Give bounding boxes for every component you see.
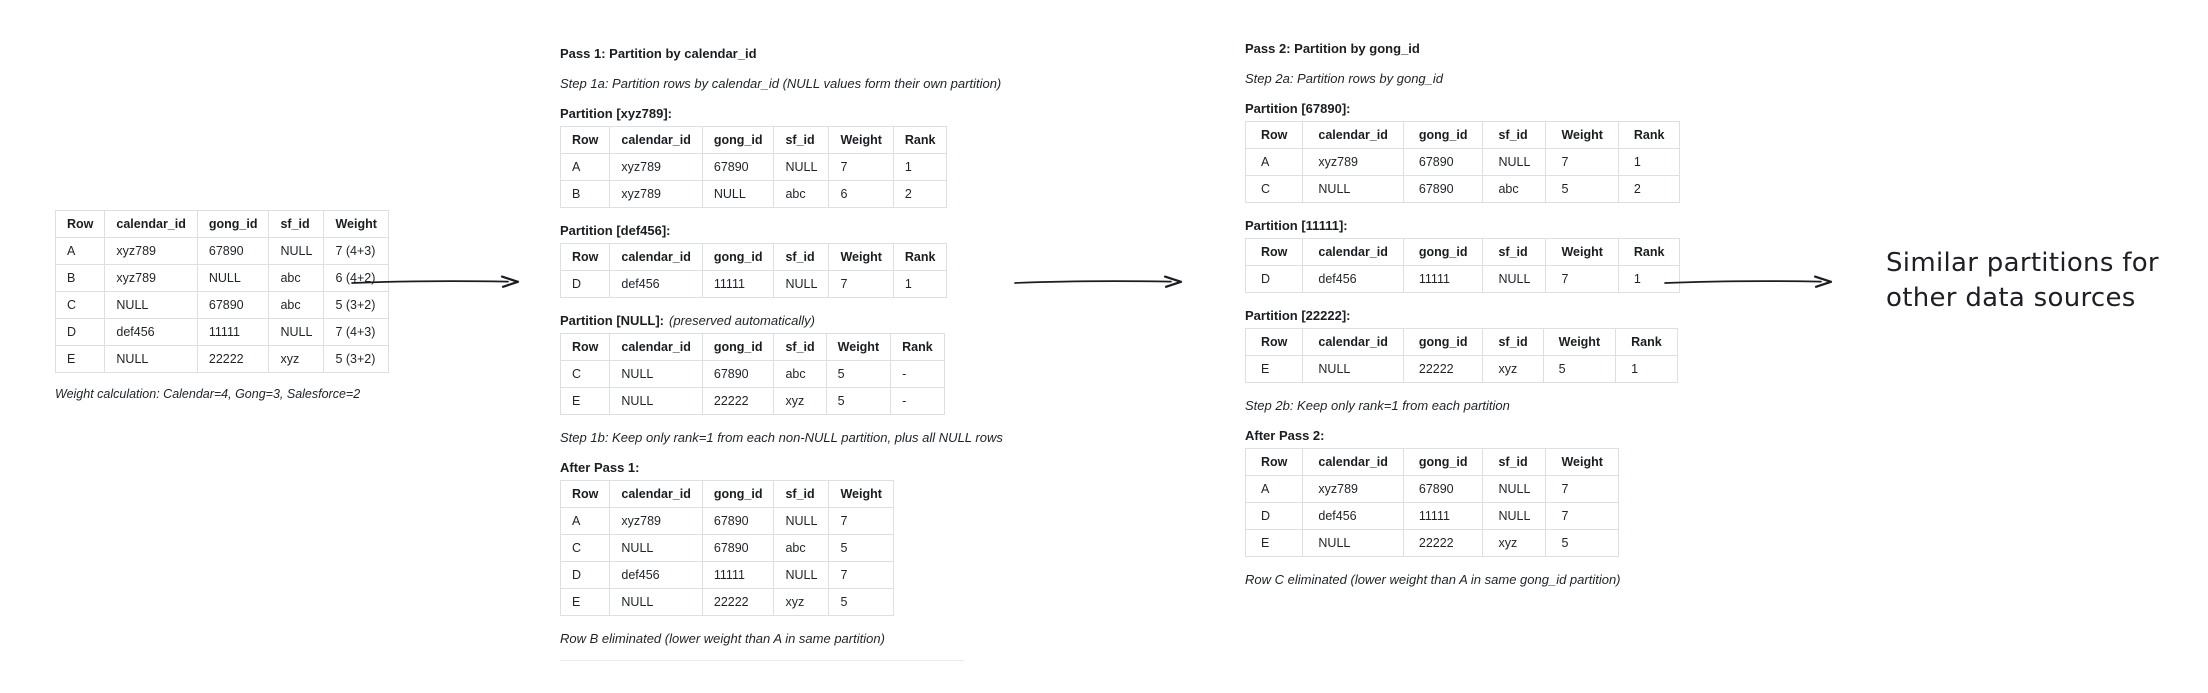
table-cell: def456 [1303, 503, 1403, 530]
table-cell: 67890 [1403, 476, 1483, 503]
flow-arrow-3-right-icon [1663, 273, 1835, 291]
table-cell: xyz [1483, 356, 1543, 383]
table-cell: NULL [774, 154, 829, 181]
table-header-row [56, 211, 389, 238]
table-cell: 67890 [702, 535, 774, 562]
column-header: Row [561, 481, 610, 508]
pass2-after-table [1245, 448, 1619, 557]
pass2-step-b: Step 2b: Keep only rank=1 from each partition [1245, 398, 1510, 413]
table-cell: A [561, 508, 610, 535]
table-cell: D [1246, 266, 1303, 293]
table-cell: NULL [1303, 356, 1403, 383]
handwritten-annotation [1886, 246, 2159, 316]
table-cell: abc [774, 361, 826, 388]
table-cell: 7 [829, 154, 893, 181]
table-cell: 67890 [197, 238, 269, 265]
pass1-partition-null-table [560, 333, 945, 415]
table-row [1246, 266, 1680, 293]
table-row [561, 388, 945, 415]
pass2-partition-22222-table [1245, 328, 1678, 383]
table-cell: 67890 [702, 361, 774, 388]
column-header: calendar_id [610, 127, 702, 154]
table-cell: 7 (4+3) [324, 319, 388, 346]
table-cell: 5 [1546, 176, 1618, 203]
partition-label-text: Partition [NULL]: [560, 313, 664, 328]
column-header: gong_id [1403, 449, 1483, 476]
table-cell: 22222 [1403, 530, 1483, 557]
column-header: gong_id [1403, 329, 1483, 356]
pass2-after-label: After Pass 2: [1245, 428, 1325, 443]
table-cell: 67890 [702, 508, 774, 535]
column-header: Row [1246, 239, 1303, 266]
table-cell: 7 [1546, 149, 1618, 176]
table-cell: - [891, 361, 945, 388]
table-cell: 11111 [1403, 503, 1483, 530]
table-row [1246, 503, 1619, 530]
pass1-partition-def456-label [560, 222, 970, 240]
table-cell: NULL [1483, 149, 1546, 176]
pass1-column [560, 45, 1003, 661]
table-cell: 5 [1546, 530, 1618, 557]
annotation-line-2: other data sources [1886, 283, 2136, 313]
table-cell: NULL [610, 535, 702, 562]
table-cell: abc [1483, 176, 1546, 203]
pass2-partition-11111-table [1245, 238, 1680, 293]
table-cell: 5 [829, 589, 893, 616]
table-cell: 5 [1543, 356, 1615, 383]
partition-label-text: Partition [def456]: [560, 223, 671, 238]
table-cell: NULL [269, 238, 324, 265]
table-cell: NULL [610, 589, 702, 616]
table-cell: 7 [829, 562, 893, 589]
column-header: Row [561, 244, 610, 271]
table-cell: NULL [774, 562, 829, 589]
table-cell: 6 [829, 181, 893, 208]
table-row [561, 535, 894, 562]
column-header: Rank [891, 334, 945, 361]
column-header: Row [1246, 122, 1303, 149]
table-row [56, 292, 389, 319]
table-cell: 67890 [197, 292, 269, 319]
table-cell: 5 (3+2) [324, 346, 388, 373]
partition-label-text: Partition [67890]: [1245, 101, 1351, 116]
table-cell: NULL [269, 319, 324, 346]
table-cell: 1 [893, 154, 947, 181]
table-header-row [561, 481, 894, 508]
column-header: Row [561, 127, 610, 154]
pass2-partition-22222-label [1245, 307, 1645, 325]
table-cell: B [561, 181, 610, 208]
table-cell: E [1246, 356, 1303, 383]
table-cell: 7 [1546, 266, 1618, 293]
column-header: calendar_id [1303, 122, 1403, 149]
pass2-title: Pass 2: Partition by gong_id [1245, 41, 1420, 56]
table-cell: 22222 [702, 589, 774, 616]
table-cell: NULL [1483, 503, 1546, 530]
table-cell: A [561, 154, 610, 181]
pass1-partition-xyz789-label [560, 105, 970, 123]
table-cell: 22222 [1403, 356, 1483, 383]
source-table [55, 210, 389, 373]
table-cell: xyz [774, 589, 829, 616]
pass1-step-b: Step 1b: Keep only rank=1 from each non-NULL partition, plus all NULL rows [560, 430, 1003, 445]
column-header: calendar_id [1303, 449, 1403, 476]
partition-label-text: Partition [11111]: [1245, 218, 1348, 233]
table-row [561, 589, 894, 616]
table-header-row [561, 334, 945, 361]
table-cell: xyz789 [105, 238, 197, 265]
table-cell: xyz [1483, 530, 1546, 557]
table-cell: xyz789 [610, 154, 702, 181]
table-cell: NULL [1303, 530, 1403, 557]
pass1-partition-xyz789-table [560, 126, 947, 208]
table-row [1246, 176, 1680, 203]
pass1-step-a: Step 1a: Partition rows by calendar_id (NULL values form their own partition) [560, 76, 1002, 91]
column-header: Weight [324, 211, 388, 238]
table-cell: NULL [774, 271, 829, 298]
column-header: sf_id [774, 334, 826, 361]
column-header: calendar_id [105, 211, 197, 238]
column-header: Rank [893, 127, 947, 154]
table-cell: 5 [826, 388, 890, 415]
table-cell: NULL [1483, 476, 1546, 503]
table-cell: A [1246, 149, 1303, 176]
table-cell: D [561, 562, 610, 589]
table-cell: 1 [1618, 266, 1680, 293]
table-cell: xyz789 [1303, 149, 1403, 176]
column-header: Weight [1546, 449, 1618, 476]
table-cell: 2 [893, 181, 947, 208]
pass1-footnote: Row B eliminated (lower weight than A in same partition) [560, 631, 885, 646]
table-cell: 1 [1616, 356, 1678, 383]
column-header: calendar_id [610, 481, 702, 508]
column-header: gong_id [197, 211, 269, 238]
column-header: calendar_id [610, 244, 702, 271]
column-header: sf_id [774, 481, 829, 508]
column-header: gong_id [702, 127, 774, 154]
column-header: Row [1246, 329, 1303, 356]
table-cell: D [56, 319, 105, 346]
table-cell: E [561, 388, 610, 415]
section-divider [560, 660, 965, 661]
table-cell: 11111 [197, 319, 269, 346]
table-cell: 2 [1618, 176, 1680, 203]
pass1-after-table [560, 480, 894, 616]
table-cell: 67890 [702, 154, 774, 181]
column-header: Row [561, 334, 610, 361]
table-cell: 6 (4+2) [324, 265, 388, 292]
table-cell: 5 [826, 361, 890, 388]
table-row [561, 154, 947, 181]
column-header: Row [1246, 449, 1303, 476]
column-header: Weight [829, 481, 893, 508]
table-cell: def456 [610, 271, 702, 298]
table-cell: xyz789 [610, 508, 702, 535]
pass1-title: Pass 1: Partition by calendar_id [560, 46, 757, 61]
table-cell: E [561, 589, 610, 616]
table-row [1246, 530, 1619, 557]
pass2-partition-11111-label [1245, 217, 1645, 235]
table-cell: 7 (4+3) [324, 238, 388, 265]
pass2-column [1245, 40, 1665, 601]
table-cell: def456 [1303, 266, 1403, 293]
pass1-after-label: After Pass 1: [560, 460, 640, 475]
column-header: sf_id [1483, 122, 1546, 149]
table-cell: NULL [197, 265, 269, 292]
pass2-step-a: Step 2a: Partition rows by gong_id [1245, 71, 1444, 86]
table-cell: 22222 [702, 388, 774, 415]
table-header-row [561, 127, 947, 154]
column-header: Weight [826, 334, 890, 361]
table-cell: NULL [702, 181, 774, 208]
table-cell: C [561, 361, 610, 388]
table-cell: abc [269, 265, 324, 292]
table-cell: NULL [1483, 266, 1546, 293]
table-cell: 11111 [702, 271, 774, 298]
table-cell: 7 [829, 508, 893, 535]
flow-arrow-2-right-icon [1013, 273, 1185, 291]
column-header: sf_id [1483, 239, 1546, 266]
column-header: calendar_id [610, 334, 702, 361]
annotation-line-1: Similar partitions for [1886, 248, 2159, 278]
table-cell: xyz789 [610, 181, 702, 208]
table-header-row [561, 244, 947, 271]
table-row [56, 238, 389, 265]
table-header-row [1246, 449, 1619, 476]
column-header: gong_id [1403, 122, 1483, 149]
table-cell: xyz [774, 388, 826, 415]
table-cell: 1 [1618, 149, 1680, 176]
table-row [1246, 356, 1678, 383]
table-cell: E [1246, 530, 1303, 557]
table-row [561, 181, 947, 208]
column-header: Weight [1546, 239, 1618, 266]
column-header: Weight [829, 244, 893, 271]
table-cell: 11111 [702, 562, 774, 589]
table-cell: NULL [774, 508, 829, 535]
table-cell: NULL [610, 388, 702, 415]
column-header: sf_id [774, 127, 829, 154]
column-header: sf_id [1483, 449, 1546, 476]
pass1-partition-def456-table [560, 243, 947, 298]
table-cell: xyz [269, 346, 324, 373]
table-cell: 1 [893, 271, 947, 298]
partition-label-text: Partition [22222]: [1245, 308, 1351, 323]
table-cell: A [1246, 476, 1303, 503]
column-header: gong_id [702, 481, 774, 508]
column-header: Rank [1616, 329, 1678, 356]
table-cell: NULL [105, 346, 197, 373]
table-row [561, 361, 945, 388]
column-header: Weight [1543, 329, 1615, 356]
source-table-block [55, 210, 389, 401]
table-cell: xyz789 [105, 265, 197, 292]
table-cell: D [561, 271, 610, 298]
table-cell: 7 [1546, 503, 1618, 530]
column-header: Rank [1618, 122, 1680, 149]
table-header-row [1246, 122, 1680, 149]
column-header: gong_id [1403, 239, 1483, 266]
table-row [1246, 149, 1680, 176]
table-cell: xyz789 [1303, 476, 1403, 503]
table-header-row [1246, 329, 1678, 356]
table-cell: abc [774, 181, 829, 208]
table-cell: C [56, 292, 105, 319]
pass2-partition-67890-label [1245, 100, 1645, 118]
table-cell: NULL [610, 361, 702, 388]
table-row [561, 508, 894, 535]
table-cell: 5 [829, 535, 893, 562]
table-cell: D [1246, 503, 1303, 530]
column-header: Row [56, 211, 105, 238]
table-cell: def456 [610, 562, 702, 589]
column-header: Rank [893, 244, 947, 271]
table-cell: 11111 [1403, 266, 1483, 293]
table-cell: E [56, 346, 105, 373]
table-cell: abc [774, 535, 829, 562]
table-cell: NULL [105, 292, 197, 319]
column-header: gong_id [702, 334, 774, 361]
table-cell: 5 (3+2) [324, 292, 388, 319]
partition-label-text: Partition [xyz789]: [560, 106, 672, 121]
table-cell: NULL [1303, 176, 1403, 203]
column-header: Weight [1546, 122, 1618, 149]
column-header: calendar_id [1303, 329, 1403, 356]
table-row [56, 346, 389, 373]
column-header: Weight [829, 127, 893, 154]
table-row [1246, 476, 1619, 503]
table-row [561, 562, 894, 589]
table-cell: 67890 [1403, 149, 1483, 176]
pass2-partition-67890-table [1245, 121, 1680, 203]
pass2-footnote: Row C eliminated (lower weight than A in same gong_id partition) [1245, 572, 1621, 587]
column-header: Rank [1618, 239, 1680, 266]
table-cell: B [56, 265, 105, 292]
column-header: sf_id [269, 211, 324, 238]
table-cell: C [1246, 176, 1303, 203]
weight-calculation-caption: Weight calculation: Calendar=4, Gong=3, Salesforce=2 [55, 387, 361, 401]
table-cell: def456 [105, 319, 197, 346]
table-row [56, 265, 389, 292]
table-cell: 67890 [1403, 176, 1483, 203]
table-header-row [1246, 239, 1680, 266]
table-cell: A [56, 238, 105, 265]
table-cell: abc [269, 292, 324, 319]
table-cell: 22222 [197, 346, 269, 373]
column-header: calendar_id [1303, 239, 1403, 266]
table-cell: 7 [1546, 476, 1618, 503]
partition-label-note: (preserved automatically) [668, 313, 815, 328]
pass1-partition-null-label [560, 312, 970, 330]
column-header: sf_id [774, 244, 829, 271]
column-header: gong_id [702, 244, 774, 271]
table-row [561, 271, 947, 298]
table-row [56, 319, 389, 346]
table-cell: 7 [829, 271, 893, 298]
column-header: sf_id [1483, 329, 1543, 356]
table-cell: - [891, 388, 945, 415]
table-cell: C [561, 535, 610, 562]
flow-arrow-1-right-icon [350, 273, 522, 291]
